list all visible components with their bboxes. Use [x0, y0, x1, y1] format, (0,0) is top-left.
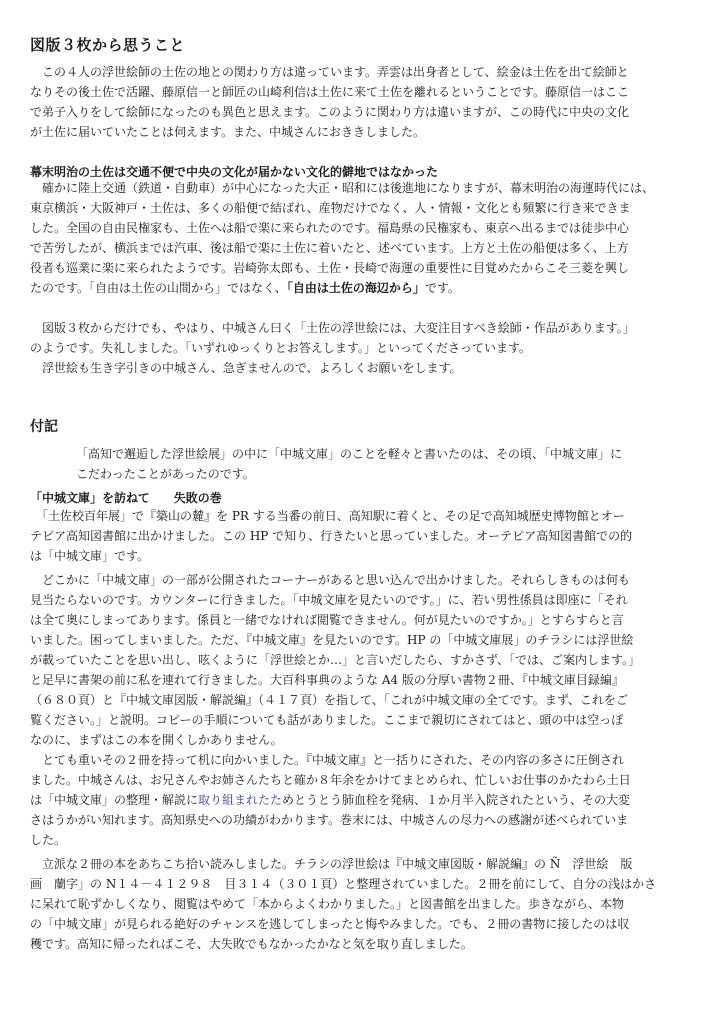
text-line: で苦労したが、横浜までは汽車、後は船で楽に土佐に着いたと、述べています。上方と土佐の船便は多く、上方: [30, 241, 629, 255]
text-line: テピア高知図書館に出かけました。この HP で知り、行きたいと思っていました。オーテピア高知図書館での的: [30, 529, 633, 543]
text-line: は全て奥にしまってあります。係員と一緒でなければ閲覧できません。何が見たいのですか。」とすらすらと言: [30, 613, 624, 627]
text-line: いました。困ってしまいました。ただ、『中城文庫』を見たいのです。HP の「中城文庫展」のチラシには浮世絵: [30, 633, 634, 647]
text-line: が土佐に届いていたことは伺えます。また、中城さんにおききしました。: [30, 125, 426, 139]
text-line: した。: [30, 833, 67, 847]
text-line: なのに、まずはこの本を開くしかありません。: [30, 733, 283, 747]
text-line: の「中城文庫」が見られる絶好のチャンスを逃してしまったと悔やみました。でも、２冊の書物に接したのは収: [30, 917, 630, 931]
emphasis-text: 「自由は土佐の海辺から」: [286, 281, 425, 295]
text-line: （６８０頁）と『中城文庫図版・解説編』（４１７頁）を指して、「これが中城文庫の全てです。まず、これをご: [30, 693, 628, 707]
text-line: ました。中城さんは、お兄さんやお姉さんたちと確か８年余をかけてまとめられ、忙しいお仕事のかたわら土日: [30, 773, 631, 787]
text-line: 東京横浜・大阪神戸・土佐は、多くの船便で結ばれ、産物だけでなく、人・情報・文化とも頻繁に行き来できま: [30, 201, 631, 215]
text-line: さはうかがい知れます。高知県史への功績がわかります。巻末には、中城さんの尽力への感謝が述べられていま: [30, 813, 629, 827]
text-line: 穫です。高知に帰ったればこそ、大失敗でもなかったかなと気を取り直しました。: [30, 937, 473, 951]
text-span: めとうとう肺血栓を発病、１か月半入院されたという、その大変: [282, 793, 631, 807]
text-line: に呆れて恥ずかしくなり、閲覧はやめて「本からよくわかりました。」と図書館を出ました。歩きながら、本物: [30, 897, 625, 911]
text-line: 「土佐校百年展」で『築山の麓』を PR する当番の前日、高知駅に着くと、その足で高知城歴史博物館とオー: [30, 509, 625, 523]
text-line: 確かに陸上交通（鉄道・自動車）が中心になった大正・昭和には後進地になりますが、幕末明治の海運時代には、: [30, 181, 655, 195]
text-line: 「高知で邂逅した浮世絵展」の中に「中城文庫」のことを軽々と書いたのは、その頃、「中城文庫」に: [76, 447, 623, 461]
section-title: 図版３枚から思うこと: [30, 36, 186, 54]
text-line: した。全国の自由民権家も、土佐へは船で楽に来られたのです。福島県の民権家も、東京へ出るまでは徒歩中心: [30, 221, 630, 235]
paragraph-nakajo: [30, 318, 695, 378]
text-line: が載っていたことを思い出し、呟くように「浮世絵とか…」と言いだしたら、すかさず、「では、ご案内します。」: [30, 653, 641, 667]
text-line: とても重いその２冊を持って机に向かいました。『中城文庫』と一括りにされた、その内容の多さに圧倒され: [30, 753, 625, 767]
addendum-title: 付記: [30, 419, 58, 435]
paragraph-intro: [30, 62, 695, 142]
paragraph-transport: [30, 178, 695, 298]
text-line: この４人の浮世絵師の土佐の地との関わり方は違っています。弄雲は出身者として、絵金は土佐を出て絵師と: [30, 65, 629, 79]
text-line: なりその後土佐で活躍、藤原信一と師匠の山崎利信は土佐に来て土佐を離れるということです。藤原信一はここ: [30, 85, 630, 99]
addendum-intro: [76, 444, 696, 484]
text-line: どこかに「中城文庫」の一部が公開されたコーナーがあると思い込んで出かけました。それらしきものは何も: [30, 573, 631, 587]
text-line: 図版３枚からだけでも、やはり、中城さん曰く「土佐の浮世絵には、大変注目すべき絵師・作品があります。」: [30, 321, 635, 335]
bold-heading: 幕末明治の土佐は交通不便で中央の文化が届かない文化的僻地ではなかった: [30, 165, 439, 179]
text-line: こだわったことがあったのです。: [76, 467, 255, 481]
text-span: は「中城文庫」の整理・解説に: [30, 793, 199, 807]
text-line: 立派な２冊の本をあちこち拾い読みしました。チラシの浮世絵は『中城文庫図版・解説編』の Ñ 浮世絵 版: [30, 857, 633, 871]
text-line: 役者も巡業に楽に来られたようです。岩崎弥太郎も、土佐・長崎で海運の重要性に目覚めたからこそ三菱を興し: [30, 261, 630, 275]
text-span: たのです。「自由は土佐の山間から」ではなく、: [30, 281, 287, 295]
text-span: です。: [424, 281, 460, 295]
text-line: と足早に書架の前に私を連れて行きました。大百科事典のような A4 版の分厚い書物２冊、『中城文庫目録編』: [30, 673, 624, 687]
text-line: のようです。失礼しました。「いずれゆっくりとお答えします。」といってくださっています。: [30, 341, 532, 355]
text-line: [30, 790, 695, 810]
text-line: [30, 278, 695, 298]
text-line: 画 蘭字」の N１４－４１２９８ 目３１４（３０１頁）と整理されていました。２冊を前にして、自分の浅はかさ: [30, 877, 657, 891]
text-line: 覧ください。」と説明。コピーの手順についても話がありました。ここまで親切にされてはと、頭の中は空っぽ: [30, 713, 624, 727]
text-line: で弟子入りをして絵師になったのも異色と思えます。このように関わり方は違いますが、この時代に中央の文化: [30, 105, 630, 119]
text-line: 見当たらないのです。カウンターに行きました。「中城文庫を見たいのです。」に、若い男性係員は即座に「それ: [30, 593, 628, 607]
highlighted-text: 取り組まれたた: [198, 793, 283, 807]
addendum-body: [30, 506, 695, 954]
addendum-subheading: 「中城文庫」を訪ねて 失敗の巻: [30, 491, 222, 505]
text-line: 浮世絵も生き字引きの中城さん、急ぎませんので、よろしくお願いをします。: [30, 361, 462, 375]
text-line: は「中城文庫」です。: [30, 549, 150, 563]
